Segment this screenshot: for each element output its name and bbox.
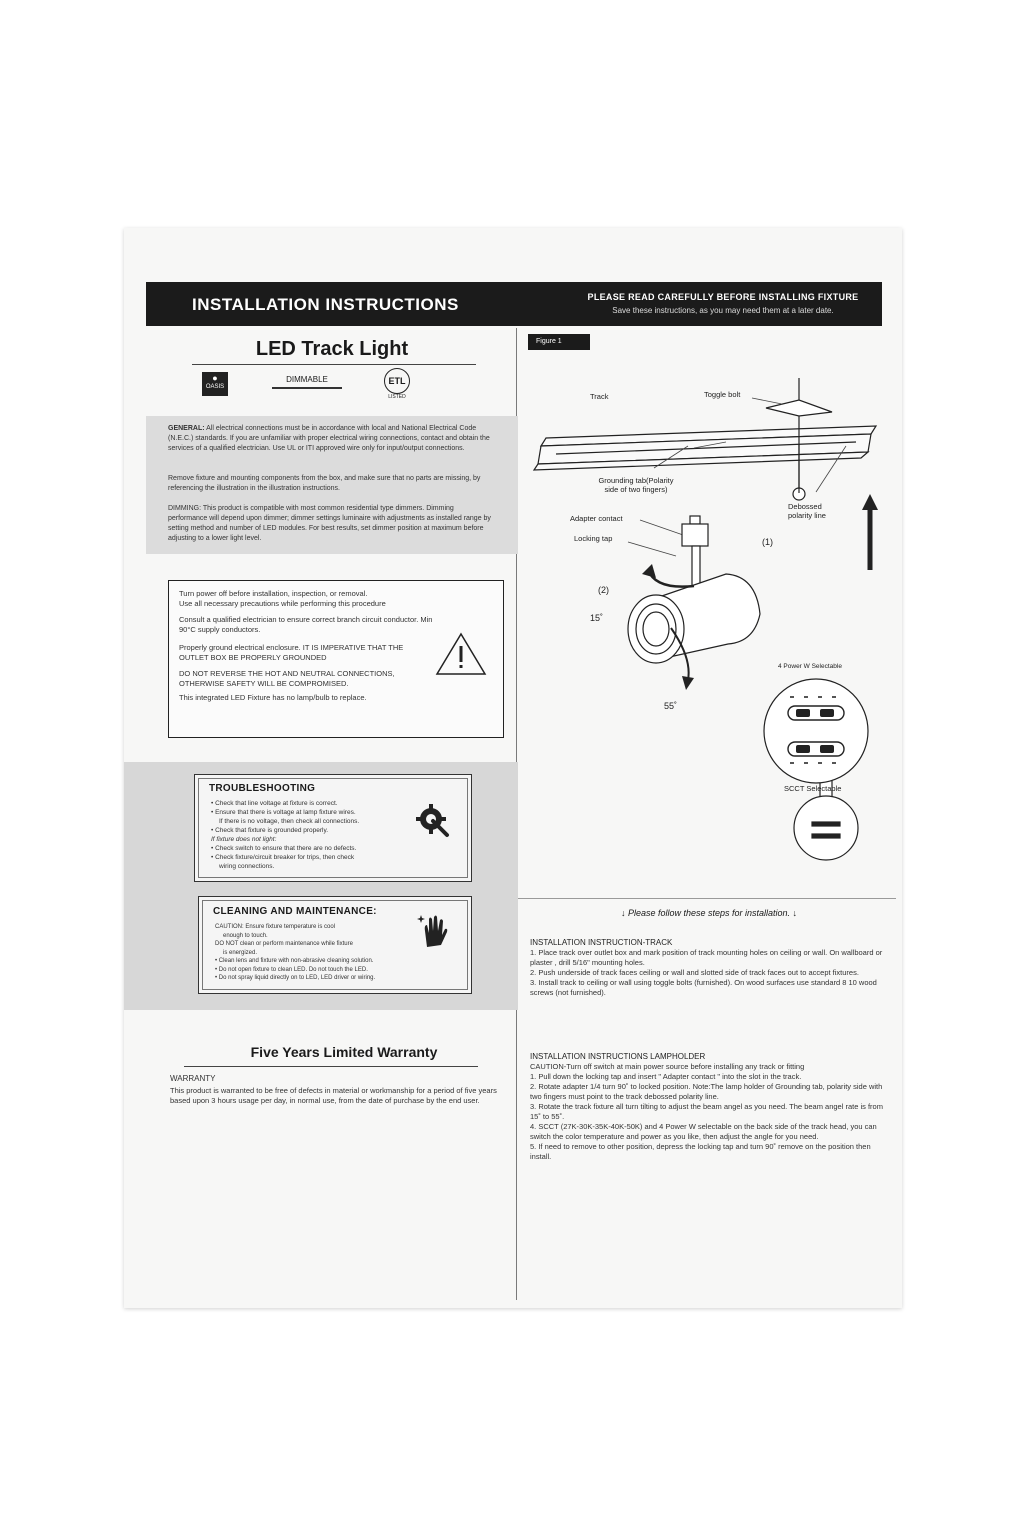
list-item: is energized. (223, 949, 258, 956)
list-item: • Ensure that there is voltage at lamp fixture wires. (211, 809, 356, 816)
label-angle-55: 55˚ (664, 701, 678, 711)
warning-box (168, 580, 504, 738)
save-instructions-notice: Save these instructions, as you may need them at a later date. (612, 306, 834, 315)
list-item: • Check that line voltage at fixture is correct. (211, 800, 338, 807)
lampholder-drawing (628, 516, 760, 663)
general-section (146, 416, 518, 554)
list-item: 3. Rotate the track fixture all turn tilting to adjust the beam angel as you need. The beam angel rate is from 15˚ to 55˚. (530, 1102, 883, 1121)
warning-line-power-off: Turn power off before installation, inspection, or removal. (179, 589, 368, 598)
label-grounding-line2: side of two fingers) (604, 485, 668, 494)
list-item: enough to touch. (223, 932, 268, 939)
etl-listed-mark (380, 368, 414, 400)
maintenance-section (124, 762, 518, 1010)
warning-line-polarity: DO NOT REVERSE THE HOT AND NEUTRAL CONNECTIONS, OTHERWISE SAFETY WILL BE COMPROMISED. (179, 669, 395, 688)
list-item: 2. Rotate adapter 1/4 turn 90˚ to locked position. Note:The lamp holder of Grounding tab, polarity side with two fingers must point to the track debossed polarity line. (530, 1082, 883, 1101)
title-rule (192, 364, 476, 365)
dimming-paragraph (168, 504, 492, 544)
read-carefully-notice: PLEASE READ CAREFULLY BEFORE INSTALLING FIXTURE (587, 292, 859, 302)
cleaning-list (215, 923, 425, 983)
warranty-label: WARRANTY (170, 1074, 216, 1083)
warning-line-precautions: Use all necessary precautions while performing this procedure (179, 599, 386, 608)
track-drawing (534, 426, 876, 470)
list-item: • Check that fixture is grounded properly. (211, 827, 329, 834)
label-debossed-line1: Debossed (788, 502, 822, 511)
warranty-text: This product is warranted to be free of defects in material or workmanship for a period of five years based upon 3 hours usage per day, in normal use, from the date of purchase by the end user. (170, 1086, 497, 1105)
etl-sub-text: LISTED (388, 394, 406, 400)
page-title: INSTALLATION INSTRUCTIONS (192, 295, 459, 314)
track-instructions-heading: INSTALLATION INSTRUCTION-TRACK (530, 938, 673, 947)
dimmable-badge: DIMMABLE (272, 375, 342, 389)
product-title: LED Track Light (255, 338, 409, 360)
list-item: If there is no voltage, then check all connections. (219, 818, 360, 825)
header-bar (146, 282, 882, 326)
list-item: • Check fixture/circuit breaker for trips, then check (211, 854, 355, 861)
label-track: Track (590, 392, 609, 401)
cleaning-hand-icon (417, 911, 453, 951)
label-angle-15: 15˚ (590, 613, 604, 623)
warning-triangle-icon (435, 631, 487, 677)
warranty-rule (184, 1066, 478, 1067)
list-item: 5. If need to remove to other position, depress the locking tap and turn 90˚ remove on the position then install. (530, 1142, 871, 1161)
label-step-1: (1) (762, 537, 773, 547)
general-paragraph (168, 424, 492, 454)
label-adapter-contact: Adapter contact (570, 514, 623, 523)
label-power-selectable: 4 Power W Selectable (778, 663, 842, 670)
troubleshooting-box (194, 774, 472, 882)
steps-heading-text: Please follow these steps for installation. (627, 908, 791, 918)
lampholder-instructions (530, 1052, 890, 1162)
list-item: wiring connections. (219, 863, 275, 870)
figure-label: Figure 1 (528, 334, 590, 350)
warranty-title: Five Years Limited Warranty (250, 1044, 438, 1060)
track-instructions (530, 938, 890, 998)
installation-figure (516, 328, 902, 898)
label-grounding-line1: Grounding tab(Polarity (598, 476, 674, 485)
label-step-2: (2) (598, 585, 609, 595)
label-locking-tap: Locking tap (574, 534, 613, 543)
label-debossed (788, 502, 826, 520)
instruction-sheet (124, 228, 902, 1308)
drop-icon: ● (212, 373, 218, 383)
lampholder-instructions-heading: INSTALLATION INSTRUCTIONS LAMPHOLDER (530, 1052, 706, 1061)
warning-line-no-lamp: This integrated LED Fixture has no lamp/bulb to replace. (179, 693, 367, 702)
list-subheading: If fixture does not light: (211, 836, 277, 843)
list-item: • Check switch to ensure that there are no defects. (211, 845, 357, 852)
list-item: 1. Pull down the locking tap and insert " Adapter contact " into the slot in the track. (530, 1072, 802, 1081)
label-grounding-tab (586, 476, 686, 494)
list-item: • Clean lens and fixture with non-abrasive cleaning solution. (215, 958, 374, 964)
warning-line-electrician: Consult a qualified electrician to ensure correct branch circuit conductor. Min 90°C supply conductors. (179, 615, 433, 634)
general-text: All electrical connections must be in accordance with local and National Electrical Code (N.E.C.) standards. If you are unfamiliar with proper electrical wiring connections, contact and obtain the services of a qualified electrician. Use UL or ITI approved wire only for input/output connections. (168, 425, 490, 452)
remove-parts-paragraph: Remove fixture and mounting components from the box, and make sure that no parts are missing, by referencing the illustration in the illustration instructions. (168, 475, 481, 492)
brand-logo (202, 372, 228, 396)
list-item: 1. Place track over outlet box and mark position of track mounting holes on ceiling or wall. On wallboard or plaster , drill 5/16" mounting holes. (530, 948, 883, 967)
gear-wrench-icon (413, 801, 453, 841)
label-scct-selectable: SCCT Selectable (784, 784, 842, 793)
general-label: GENERAL: (168, 425, 205, 432)
section-divider (516, 898, 896, 899)
list-item: 3. Install track to ceiling or wall using toggle bolts (furnished). On wood surfaces use standard 8 10 wood screws (not furnished). (530, 978, 877, 997)
brand-logo-text: OASIS (205, 384, 225, 390)
troubleshooting-list (211, 799, 411, 871)
etl-mark-text: ETL (384, 368, 410, 394)
label-debossed-line2: polarity line (788, 511, 826, 520)
warning-line-ground: Properly ground electrical enclosure. IT IS IMPERATIVE THAT THE OUTLET BOX BE PROPERLY GROUNDED (179, 643, 404, 662)
dimming-text: This product is compatible with most common residential type dimmers. Dimming performance will depend upon dimmer; dimmer settings luminaire with adjustments as installed range by setting method and number of LED modules. For best results, set dimmer position at maximum before adjusting to a lower light level. (168, 505, 491, 542)
list-item: DO NOT clean or perform maintenance while fixture (215, 941, 353, 947)
cleaning-title: CLEANING AND MAINTENANCE: (213, 906, 377, 917)
list-item: • Do not open fixture to clean LED. Do not touch the LED. (215, 966, 368, 973)
list-item: • Do not spray liquid directly on to LED, LED driver or wiring. (215, 975, 376, 981)
steps-heading: ↓ Please follow these steps for installation. ↓ (620, 908, 798, 918)
troubleshooting-title: TROUBLESHOOTING (209, 783, 316, 794)
selector-switch-icon (760, 676, 872, 786)
list-item: CAUTION: Ensure fixture temperature is cool (215, 924, 336, 930)
dimming-label: DIMMING: (168, 505, 202, 512)
label-toggle-bolt: Toggle bolt (704, 390, 741, 399)
cleaning-box (198, 896, 472, 994)
list-item: 4. SCCT (27K-30K-35K-40K-50K) and 4 Power W selectable on the back side of the track head, you can switch the color temperature and power as you like, then adjust the angle for you need. (530, 1122, 877, 1141)
list-item: 2. Push underside of track faces ceiling or wall and slotted side of track faces out to accept fixtures. (530, 968, 859, 977)
lampholder-caution: CAUTION-Turn off switch at main power source before installing any track or fitting (530, 1062, 805, 1071)
